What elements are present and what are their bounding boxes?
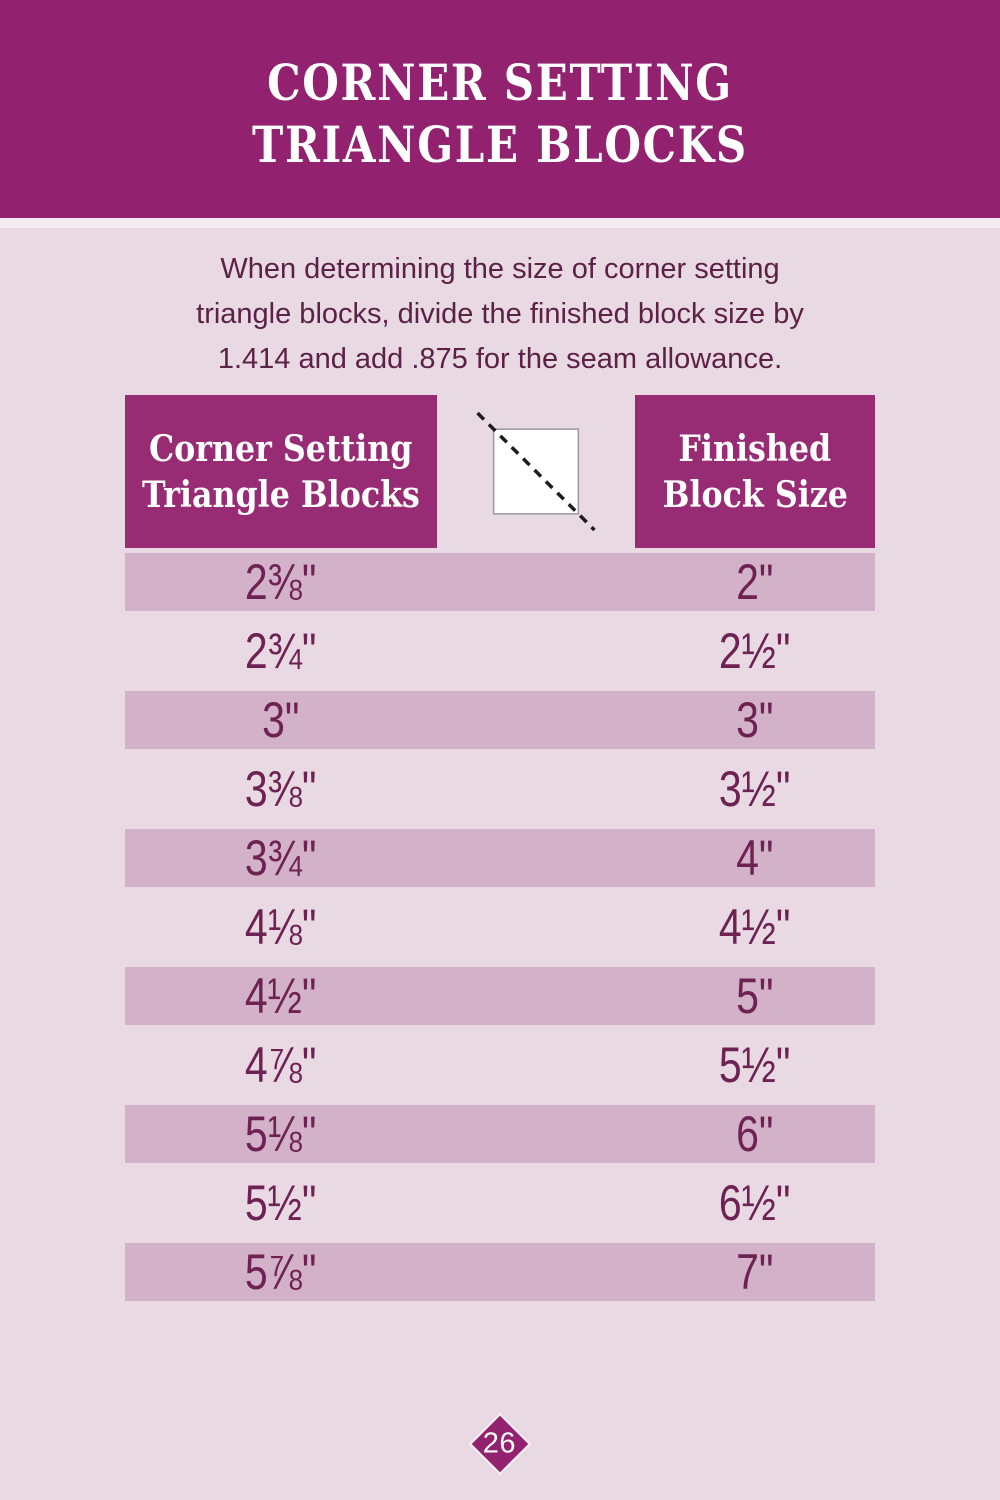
intro-line-2: triangle blocks, divide the finished block size by	[196, 298, 804, 330]
table-row	[125, 1243, 875, 1301]
corner-setting-cell: 3"	[262, 692, 300, 748]
finished-size-cell: 6"	[736, 1106, 774, 1162]
intro-line-3: 1.414 and add .875 for the seam allowance.	[217, 343, 783, 375]
row-spacer	[437, 1243, 635, 1301]
square-with-dashed-diagonal-icon	[475, 409, 597, 535]
row-spacer	[437, 829, 635, 887]
column-header-finished-size	[635, 395, 875, 548]
corner-setting-cell: 5⅛"	[245, 1106, 317, 1162]
row-spacer	[437, 1025, 635, 1105]
column-header-label: Finished	[678, 427, 832, 470]
corner-setting-cell: 5½"	[245, 1175, 317, 1231]
corner-setting-cell: 2¾"	[245, 623, 317, 679]
page-footer	[0, 1421, 1000, 1467]
table-row	[125, 1025, 875, 1105]
page-title-line-2: TRIANGLE BLOCKS	[252, 115, 748, 174]
corner-setting-cell: 3⅜"	[245, 761, 317, 817]
finished-size-cell: 3"	[736, 692, 774, 748]
row-spacer	[437, 611, 635, 691]
finished-size-cell: 3½"	[719, 761, 791, 817]
table-row	[125, 967, 875, 1025]
table-row	[125, 887, 875, 967]
corner-setting-cell: 4½"	[245, 968, 317, 1024]
row-spacer	[437, 749, 635, 829]
row-spacer	[437, 1163, 635, 1243]
finished-size-cell: 5½"	[719, 1037, 791, 1093]
table-row	[125, 611, 875, 691]
corner-setting-cell: 4⅛"	[245, 899, 317, 955]
column-header-label: Triangle Blocks	[142, 473, 420, 516]
header-gap	[437, 395, 635, 548]
table-row	[125, 1163, 875, 1243]
finished-size-cell: 4"	[736, 830, 774, 886]
finished-size-cell: 2½"	[719, 623, 791, 679]
table-row	[125, 553, 875, 611]
page-header	[0, 0, 1000, 218]
corner-setting-cell: 4⅞"	[245, 1037, 317, 1093]
table-body	[125, 553, 875, 1301]
table-row	[125, 829, 875, 887]
column-header-label: Block Size	[662, 473, 848, 516]
size-table	[125, 395, 875, 1301]
intro-line-1: When determining the size of corner setting	[220, 253, 780, 285]
page-title-line-1: CORNER SETTING	[267, 53, 733, 112]
finished-size-cell: 5"	[736, 968, 774, 1024]
finished-size-cell: 6½"	[719, 1175, 791, 1231]
row-spacer	[437, 967, 635, 1025]
row-spacer	[437, 691, 635, 749]
column-header-label: Corner Setting	[149, 427, 413, 470]
finished-size-cell: 7"	[736, 1244, 774, 1300]
row-spacer	[437, 1105, 635, 1163]
page-number-badge	[467, 1411, 532, 1476]
row-spacer	[437, 887, 635, 967]
header-divider-strip	[0, 218, 1000, 228]
finished-size-cell: 2"	[736, 554, 774, 610]
table-header-row	[125, 395, 875, 548]
corner-setting-cell: 3¾"	[245, 830, 317, 886]
table-row	[125, 749, 875, 829]
corner-setting-cell: 5⅞"	[245, 1244, 317, 1300]
intro-text	[0, 247, 1000, 382]
row-spacer	[437, 553, 635, 611]
column-header-corner-setting	[125, 395, 437, 548]
finished-size-cell: 4½"	[719, 899, 791, 955]
corner-setting-cell: 2⅜"	[245, 554, 317, 610]
table-row	[125, 691, 875, 749]
page-number: 26	[483, 1427, 517, 1460]
table-row	[125, 1105, 875, 1163]
